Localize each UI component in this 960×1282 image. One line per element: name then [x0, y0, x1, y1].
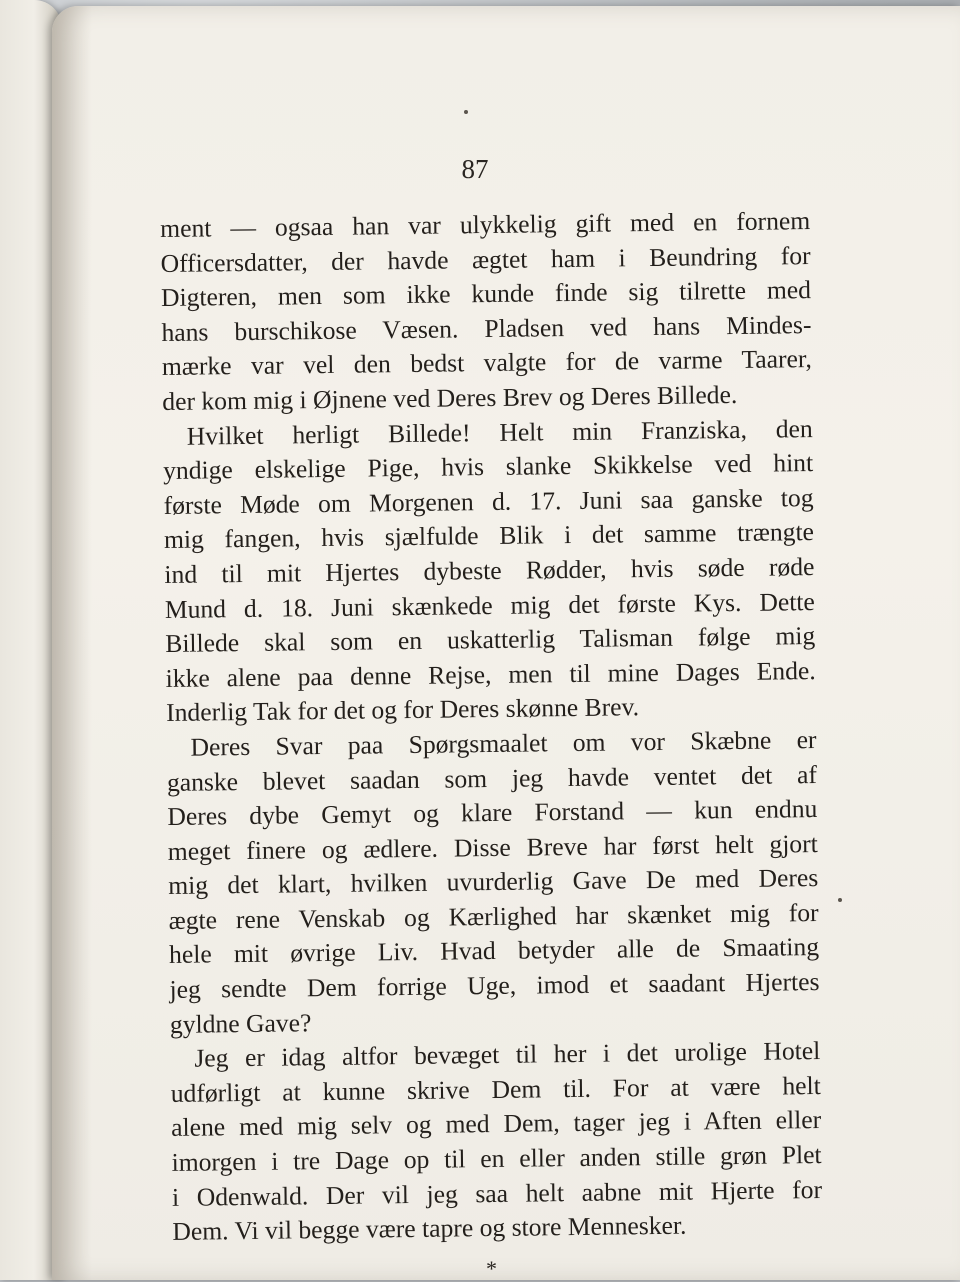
text-line: i Odenwald. Der vil jeg saa helt aabne mit Hjerte for — [171, 1174, 823, 1212]
paragraph — [166, 723, 820, 1042]
text-line: Deres dybe Gemyt og klare Forstand — kun endnu — [167, 794, 818, 832]
page-number: 87 — [461, 154, 489, 184]
text-line: Hvilket herligt Billede! Helt min Franziska, den — [186, 413, 813, 451]
text-line: gyldne Gave? — [169, 1007, 312, 1039]
text-line: mig det klart, hvilken uvurderlig Gave De med Deres — [168, 863, 819, 901]
text-line: udførligt at kunne skrive Dem til. For at være helt — [170, 1070, 821, 1108]
text-line: Digteren, men som ikke kunde finde sig tilrette med — [160, 275, 812, 313]
text-line: første Møde om Morgenen d. 17. Juni saa ganske tog — [163, 482, 814, 520]
text-line: ikke alene paa denne Rejse, men til mine Dages Ende. — [165, 655, 816, 693]
paper-speck — [464, 110, 468, 114]
section-ornament: * — [486, 1256, 497, 1281]
paragraph — [160, 204, 812, 419]
text-line: Deres Svar paa Spørgsmaalet om vor Skæbne er — [190, 724, 817, 762]
text-line: jeg sendte Dem forrige Uge, imod et saadant Hjertes — [169, 967, 820, 1005]
text-line: Inderlig Tak for det og for Deres skønne Brev. — [165, 692, 640, 728]
text-line: der kom mig i Øjnene ved Deres Brev og Deres Billede. — [162, 379, 738, 416]
paragraph — [170, 1034, 822, 1249]
text-line: Jeg er idag altfor bevæget til her i det urolige Hotel — [194, 1036, 821, 1073]
text-line: mærke var vel den bedst valgte for de varme Taarer, — [161, 344, 813, 382]
text-line: Billede skal som en uskatterlig Talisman følge mig — [165, 621, 816, 659]
text-line: ind til mit Hjertes dybeste Rødder, hvis søde røde — [164, 551, 815, 589]
text-line: imorgen i tre Dage op til en eller anden stille grøn Plet — [171, 1140, 822, 1177]
text-line: hele mit øvrige Liv. Hvad betyder alle de Smaating — [168, 932, 820, 970]
text-line: ganske blevet saadan som jeg havde ventet det af — [166, 759, 818, 797]
text-line: Dem. Vi vil begge være tapre og store Mennesker. — [172, 1210, 687, 1247]
text-line: ment — ogsaa han var ulykkelig gift med en fornem — [160, 206, 811, 243]
body-text — [160, 204, 823, 1250]
text-line: Officersdatter, der havde ægtet ham i Beundring for — [160, 240, 811, 278]
text-line: yndige elskelige Pige, hvis slanke Skikkelse ved hint — [162, 448, 814, 486]
text-line: mig fangen, hvis sjælfulde Blik i det samme trængte — [163, 517, 815, 555]
text-line: hans burschikose Væsen. Pladsen ved hans Mindes- — [161, 309, 812, 347]
text-line: meget finere og ædlere. Disse Breve har først helt gjort — [167, 828, 818, 866]
paragraph — [163, 412, 817, 731]
text-line: alene med mig selv og med Dem, tager jeg i Aften eller — [171, 1105, 822, 1143]
text-line: ægte rene Venskab og Kærlighed har skænket mig for — [168, 897, 819, 935]
paper-speck — [838, 898, 842, 902]
text-line: Mund d. 18. Juni skænkede mig det første Kys. Dette — [164, 586, 815, 624]
